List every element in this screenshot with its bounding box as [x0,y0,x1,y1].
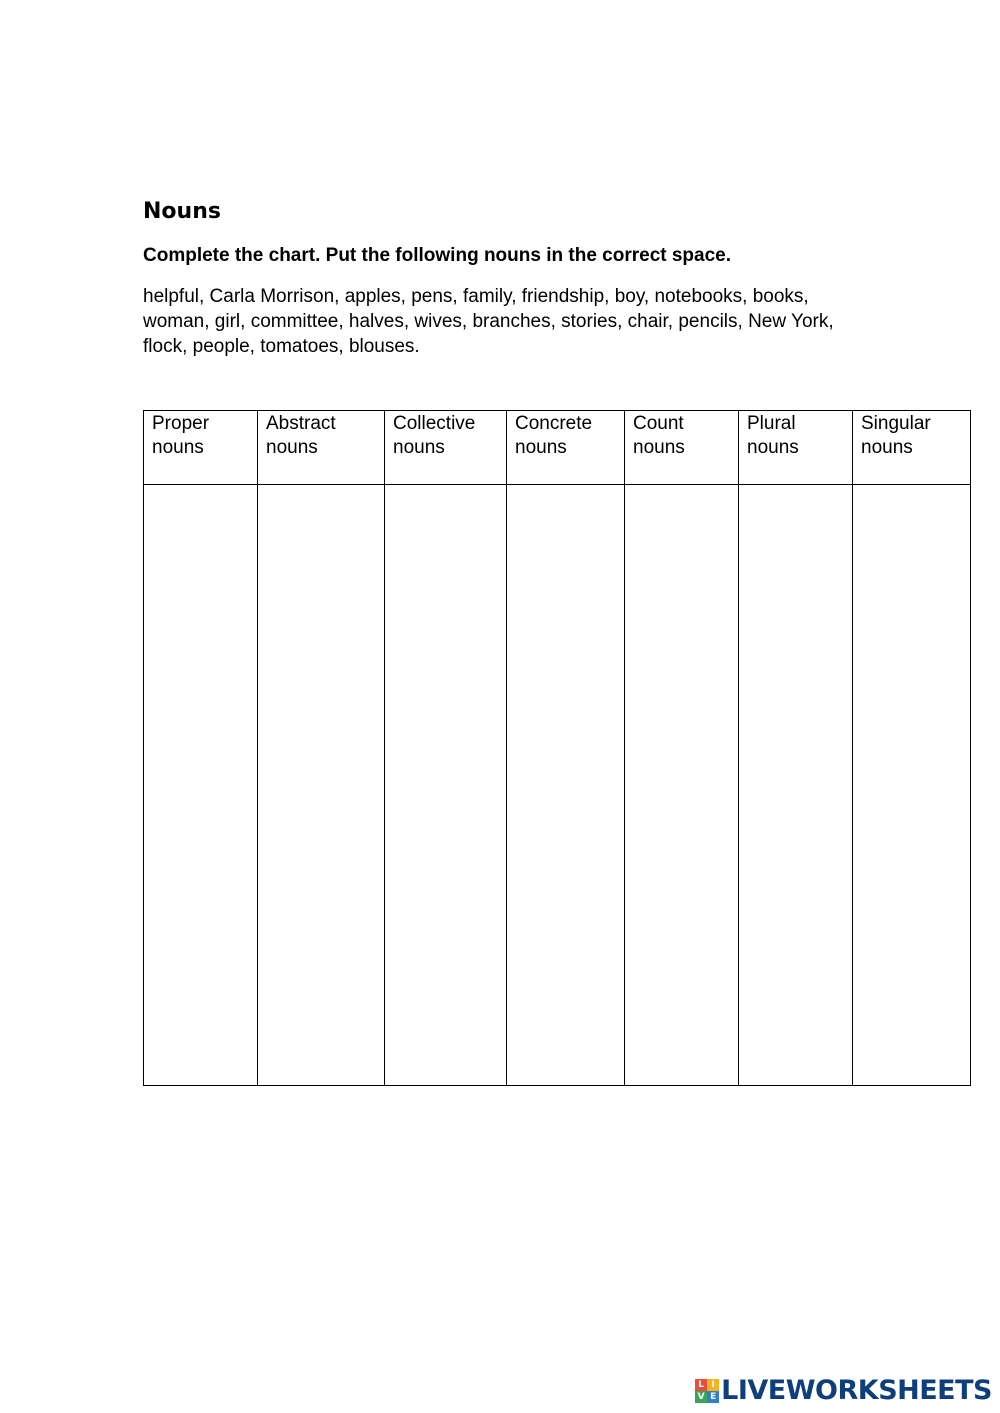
answer-cell-abstract[interactable] [258,485,385,1086]
chart-header-row [144,411,971,485]
logo-tile-i: I [707,1379,719,1391]
liveworksheets-brand [695,1375,992,1406]
column-label: Concrete nouns [515,413,593,458]
column-label: Plural nouns [747,413,799,458]
answer-cell-collective[interactable] [385,485,507,1086]
word-list: helpful, Carla Morrison, apples, pens, family, friendship, boy, notebooks, books, woman, girl, committee, halves, wives, branches, stories, chair, pencils, New York, flock, people, tomatoes, blouses. [143,286,834,357]
column-header-plural [739,411,853,485]
column-header-collective [385,411,507,485]
column-label: Count nouns [633,413,685,458]
column-header-singular [853,411,971,485]
instruction-text: Complete the chart. Put the following nouns in the correct space. [143,245,732,266]
chart-answer-row [144,485,971,1086]
logo-tile-e: E [707,1391,719,1403]
logo-tile-v: V [695,1391,707,1403]
column-header-concrete [507,411,625,485]
column-header-abstract [258,411,385,485]
column-label: Abstract nouns [266,413,336,458]
answer-cell-concrete[interactable] [507,485,625,1086]
page-title: Nouns [143,199,221,224]
logo-tile-l: L [695,1379,707,1391]
column-label: Singular nouns [861,413,931,458]
column-label: Proper nouns [152,413,210,458]
liveworksheets-logo-icon [695,1379,719,1403]
column-header-count [625,411,739,485]
column-label: Collective nouns [393,413,476,458]
answer-cell-plural[interactable] [739,485,853,1086]
answer-cell-proper[interactable] [144,485,258,1086]
answer-cell-count[interactable] [625,485,739,1086]
noun-chart-table [143,410,971,1086]
column-header-proper [144,411,258,485]
answer-cell-singular[interactable] [853,485,971,1086]
liveworksheets-wordmark: LIVEWORKSHEETS [721,1375,992,1406]
